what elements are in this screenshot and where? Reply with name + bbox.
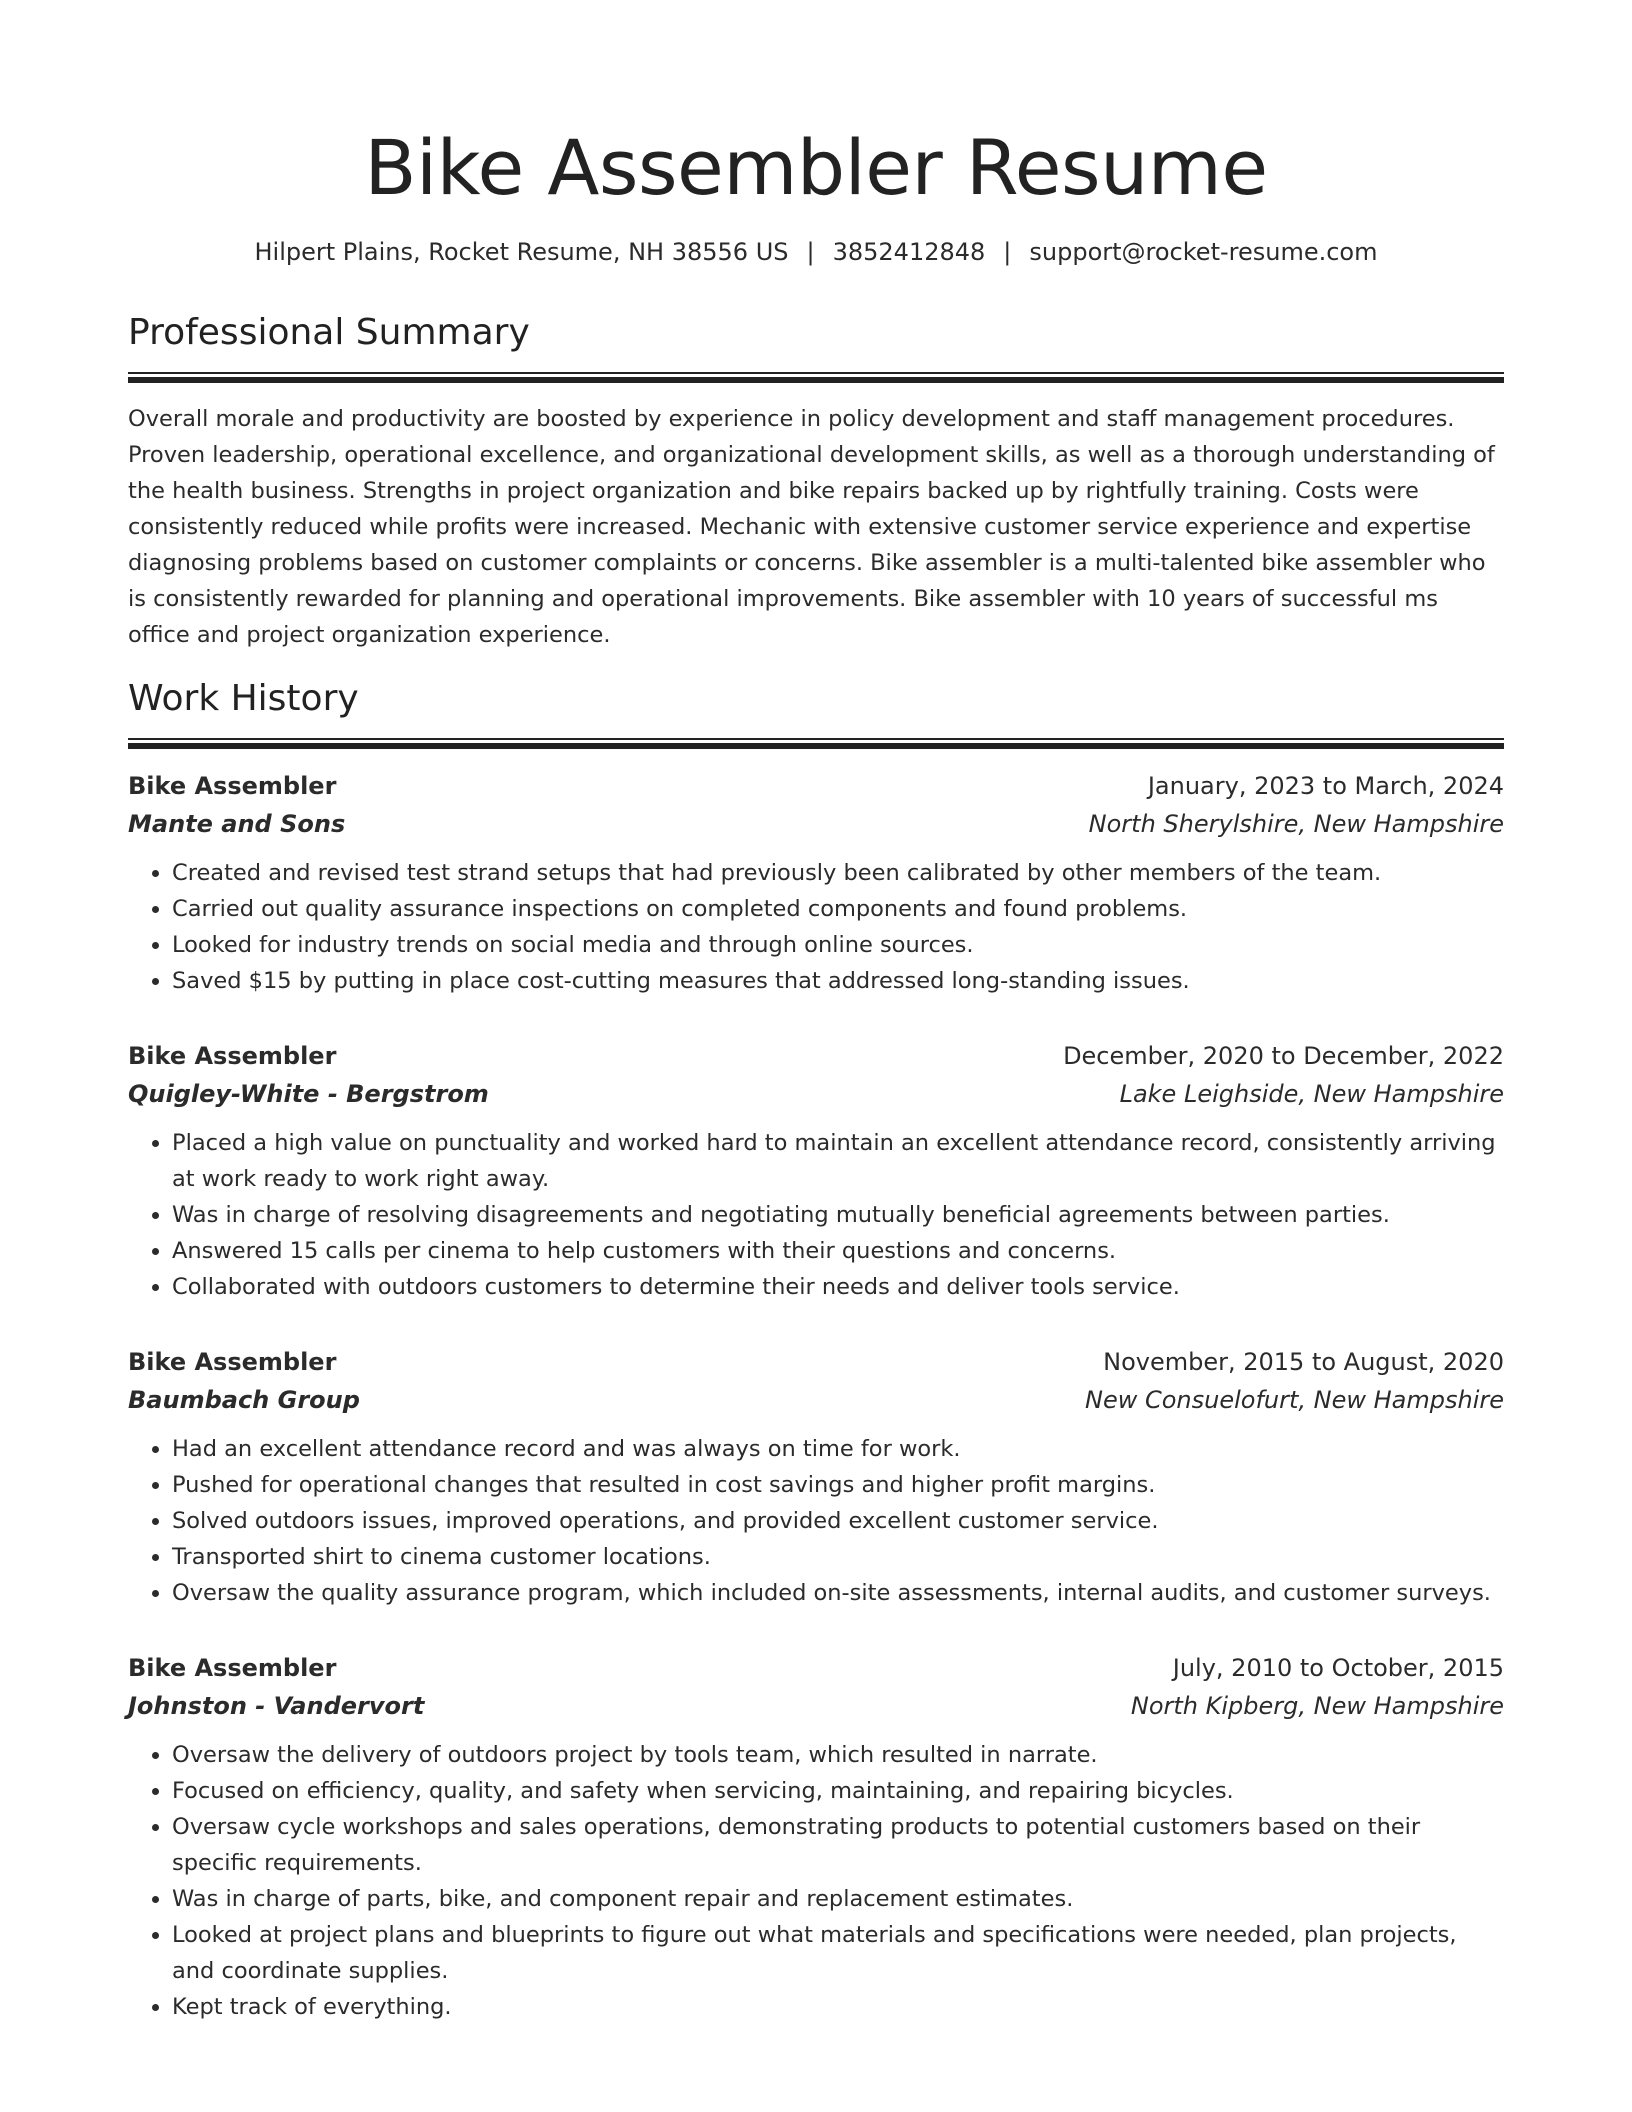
job-header-row	[128, 767, 1504, 805]
job-bullet: • Oversaw the delivery of outdoors project by tools team, which resulted in narrate.	[172, 1737, 1504, 1773]
job-company: Quigley-White - Bergstrom	[128, 1079, 489, 1108]
job-header-row	[128, 1649, 1504, 1687]
job-bullet: • Was in charge of resolving disagreements and negotiating mutually beneficial agreements between parties.	[172, 1197, 1504, 1233]
job-bullet: • Looked for industry trends on social media and through online sources.	[172, 927, 1504, 963]
contact-phone: 3852412848	[832, 238, 986, 266]
job-bullet-list	[128, 1737, 1504, 2025]
section-heading-work: Work History	[128, 677, 359, 719]
job-bullet: • Carried out quality assurance inspections on completed components and found problems.	[172, 891, 1504, 927]
job-title: Bike Assembler	[128, 1041, 337, 1070]
summary-text: Overall morale and productivity are boosted by experience in policy development and staff management procedures. Proven leadership, operational excellence, and organizational development skills, as well as a thorough understanding of the health business. Strengths in project organization and bike repairs backed up by rightfully training. Costs were consistently reduced while profits were increased. Mechanic with extensive customer service experience and expertise diagnosing problems based on customer complaints or concerns. Bike assembler is a multi-talented bike assembler who is consistently rewarded for planning and operational improvements. Bike assembler with 10 years of successful ms office and project organization experience.	[128, 406, 1495, 648]
job-company-row	[128, 1381, 1504, 1419]
job-location: North Kipberg, New Hampshire	[1130, 1691, 1504, 1720]
job-list	[128, 767, 1504, 2025]
job-location: North Sherylshire, New Hampshire	[1088, 809, 1504, 838]
job-company: Johnston - Vandervort	[128, 1691, 425, 1720]
job-company-row	[128, 805, 1504, 843]
contact-address: Hilpert Plains, Rocket Resume, NH 38556 US	[254, 238, 789, 266]
job-bullet-list	[128, 855, 1504, 999]
job-bullet: • Oversaw the quality assurance program, which included on-site assessments, internal audits, and customer surveys.	[172, 1575, 1504, 1611]
job-entry	[128, 767, 1504, 999]
job-entry	[128, 1649, 1504, 2025]
job-bullet: • Focused on efficiency, quality, and safety when servicing, maintaining, and repairing bicycles.	[172, 1773, 1504, 1809]
resume-page	[128, 0, 1504, 2025]
section-divider	[128, 372, 1504, 383]
job-entry	[128, 1037, 1504, 1305]
job-location: Lake Leighside, New Hampshire	[1119, 1079, 1504, 1108]
job-bullet: • Solved outdoors issues, improved operations, and provided excellent customer service.	[172, 1503, 1504, 1539]
job-bullet-list	[128, 1431, 1504, 1611]
job-company-row	[128, 1687, 1504, 1725]
job-title: Bike Assembler	[128, 1653, 337, 1682]
job-bullet: • Kept track of everything.	[172, 1989, 1504, 2025]
job-dates: July, 2010 to October, 2015	[1172, 1653, 1504, 1682]
job-dates: January, 2023 to March, 2024	[1147, 771, 1504, 800]
job-bullet: • Answered 15 calls per cinema to help customers with their questions and concerns.	[172, 1233, 1504, 1269]
job-dates: December, 2020 to December, 2022	[1063, 1041, 1504, 1070]
contact-separator: |	[806, 238, 815, 266]
professional-summary-section	[128, 310, 1504, 653]
job-bullet: • Looked at project plans and blueprints to figure out what materials and specifications were needed, plan projects, and coordinate supplies.	[172, 1917, 1504, 1989]
job-bullet: • Created and revised test strand setups that had previously been calibrated by other members of the team.	[172, 855, 1504, 891]
contact-email: support@rocket-resume.com	[1029, 238, 1378, 266]
job-header-row	[128, 1037, 1504, 1075]
work-history-section	[128, 676, 1504, 2025]
job-bullet: • Saved $15 by putting in place cost-cutting measures that addressed long-standing issues.	[172, 963, 1504, 999]
job-company-row	[128, 1075, 1504, 1113]
section-heading-summary: Professional Summary	[128, 312, 530, 353]
job-bullet: • Collaborated with outdoors customers to determine their needs and deliver tools service.	[172, 1269, 1504, 1305]
job-entry	[128, 1343, 1504, 1611]
job-title: Bike Assembler	[128, 1347, 337, 1376]
job-dates: November, 2015 to August, 2020	[1103, 1347, 1504, 1376]
job-bullet: • Was in charge of parts, bike, and component repair and replacement estimates.	[172, 1881, 1504, 1917]
job-bullet: • Placed a high value on punctuality and worked hard to maintain an excellent attendance record, consistently arriving at work ready to work right away.	[172, 1125, 1504, 1197]
job-bullet: • Had an excellent attendance record and was always on time for work.	[172, 1431, 1504, 1467]
job-bullet: • Transported shirt to cinema customer locations.	[172, 1539, 1504, 1575]
job-bullet: • Oversaw cycle workshops and sales operations, demonstrating products to potential customers based on their specific requirements.	[172, 1809, 1504, 1881]
job-title: Bike Assembler	[128, 771, 337, 800]
job-company: Mante and Sons	[128, 809, 346, 838]
section-divider	[128, 738, 1504, 749]
contact-line	[128, 234, 1504, 270]
job-company: Baumbach Group	[128, 1385, 360, 1414]
job-bullet-list	[128, 1125, 1504, 1305]
job-bullet: • Pushed for operational changes that resulted in cost savings and higher profit margins.	[172, 1467, 1504, 1503]
job-header-row	[128, 1343, 1504, 1381]
job-location: New Consuelofurt, New Hampshire	[1084, 1385, 1504, 1414]
resume-title: Bike Assembler Resume	[364, 123, 1268, 212]
contact-separator: |	[1003, 238, 1012, 266]
